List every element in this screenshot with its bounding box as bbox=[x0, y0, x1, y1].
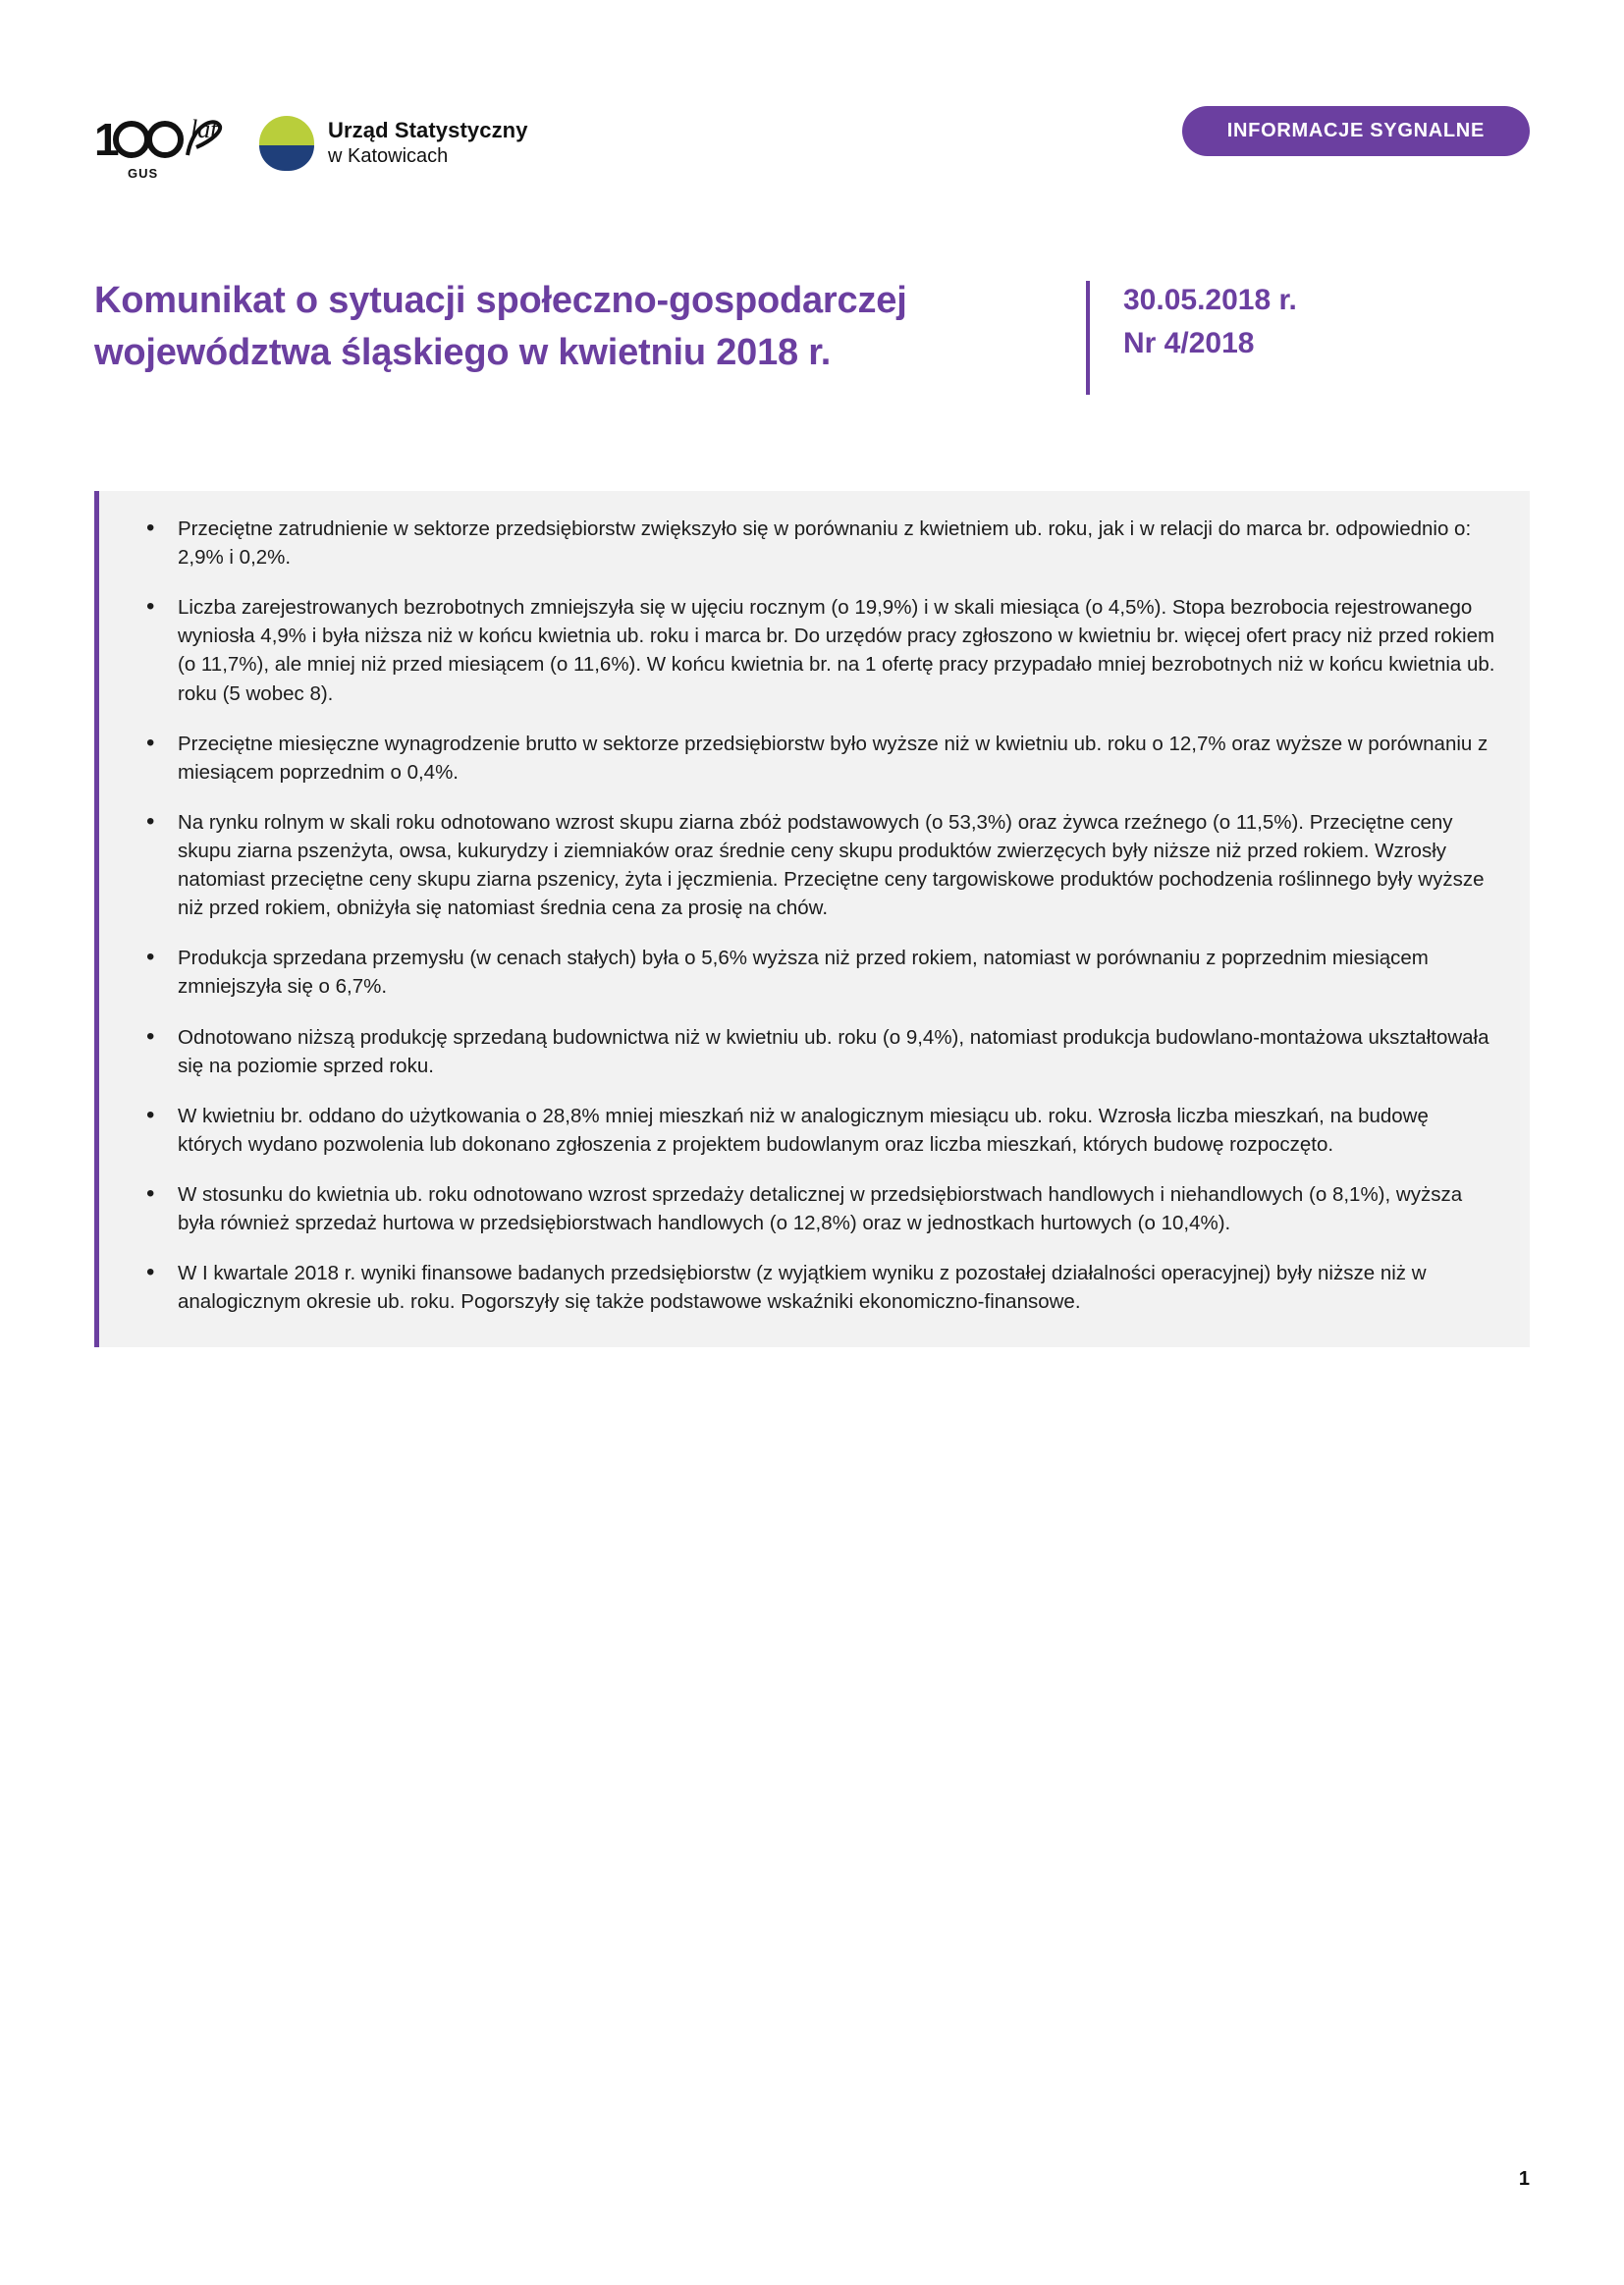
list-item: • Na rynku rolnym w skali roku odnotowano wzrost skupu ziarna zbóż podstawowych (o 53,3%) oraz żywca rzeźnego (o 11,5%). Przeciętne ceny skupu ziarna pszenżyta, owsa, kukurydzy i ziemniaków oraz średnie ceny skupu produktów zwierzęcych były niższe niż przed rokiem. Wzrosły natomiast przeciętne ceny skupu ziarna pszenicy, żyta i jęczmienia. Przeciętne ceny targowiskowe produktów pochodzenia roślinnego były wyższe niż przed rokiem, obniżyła się natomiast średnia cena za prosię na chów. bbox=[133, 808, 1496, 922]
title-meta bbox=[1123, 275, 1297, 364]
list-item: • Produkcja sprzedana przemysłu (w cenach stałych) była o 5,6% wyższa niż przed rokiem, natomiast w porównaniu z poprzednim miesiącem zmniejszyła się o 6,7%. bbox=[133, 944, 1496, 1001]
list-item: • Przeciętne miesięczne wynagrodzenie brutto w sektorze przedsiębiorstw było wyższe niż w kwietniu ub. roku o 12,7% oraz wyższe w porównaniu z miesiącem poprzednim o 0,4%. bbox=[133, 730, 1496, 787]
office-line-1: Urząd Statystyczny bbox=[328, 118, 528, 143]
page-title: Komunikat o sytuacji społeczno-gospodarczej województwa śląskiego w kwietniu 2018 r. bbox=[94, 280, 907, 374]
organization-name bbox=[328, 117, 528, 170]
title-divider bbox=[1086, 281, 1090, 395]
publication-date: 30.05.2018 r. bbox=[1123, 284, 1297, 316]
list-item: • W kwietniu br. oddano do użytkowania o 28,8% mniej mieszkań niż w analogicznym miesiącu ub. roku. Wzrosła liczba mieszkań, na budowę których wydano pozwolenia lub dokonano zgłoszenia z projektem budowlanym oraz liczba mieszkań, których budowę rozpoczęto. bbox=[133, 1102, 1496, 1159]
list-item: • W stosunku do kwietnia ub. roku odnotowano wzrost sprzedaży detalicznej w przedsiębiorstwach handlowych i niehandlowych (o 8,1%), wyższa była również sprzedaż hurtowa w przedsiębiorstwach handlowych (o 12,8%) oraz w jednostkach hurtowych (o 10,4%). bbox=[133, 1180, 1496, 1237]
list-item: • W I kwartale 2018 r. wyniki finansowe badanych przedsiębiorstw (z wyjątkiem wyniku z pozostałej działalności operacyjnej) były niższe niż w analogicznym okresie ub. roku. Pogorszyły się także podstawowe wskaźniki ekonomiczno-finansowe. bbox=[133, 1259, 1496, 1316]
us-katowice-mark-icon bbox=[259, 116, 314, 171]
issue-number: Nr 4/2018 bbox=[1123, 326, 1255, 359]
page-number: 1 bbox=[1518, 2168, 1530, 2190]
highlights-list bbox=[133, 515, 1496, 1316]
list-item: • Liczba zarejestrowanych bezrobotnych zmniejszyła się w ujęciu rocznym (o 19,9%) i w skali miesiąca (o 4,5%). Stopa bezrobocia rejestrowanego wyniosła 4,9% i była niższa niż w końcu kwietnia ub. roku i marca br. Do urzędów pracy zgłoszono w kwietniu br. więcej ofert pracy niż przed rokiem (o 11,7%), ale mniej niż przed miesiącem (o 11,6%). W końcu kwietnia br. na 1 ofertę pracy przypadało mniej bezrobotnych niż w końcu kwietnia ub. roku (5 wobec 8). bbox=[133, 593, 1496, 707]
list-item: • Odnotowano niższą produkcję sprzedaną budownictwa niż w kwietniu ub. roku (o 9,4%), natomiast produkcja budowlano-montażowa ukształtowała się na poziomie sprzed roku. bbox=[133, 1023, 1496, 1080]
svg-text:1: 1 bbox=[94, 114, 120, 165]
anniversary-100-lat-icon bbox=[94, 108, 242, 179]
page-header bbox=[0, 0, 1624, 196]
status-badge: INFORMACJE SYGNALNE bbox=[1182, 106, 1530, 156]
office-line-2: w Katowicach bbox=[328, 145, 449, 168]
title-block bbox=[94, 275, 1530, 401]
gus-label: GUS bbox=[128, 166, 159, 181]
svg-text:lat: lat bbox=[190, 115, 218, 143]
highlights-box bbox=[94, 491, 1530, 1347]
list-item: • Przeciętne zatrudnienie w sektorze przedsiębiorstw zwiększyło się w porównaniu z kwietniem ub. roku, jak i w relacji do marca br. odpowiednio o: 2,9% i 0,2%. bbox=[133, 515, 1496, 571]
organization-logo bbox=[94, 108, 528, 179]
